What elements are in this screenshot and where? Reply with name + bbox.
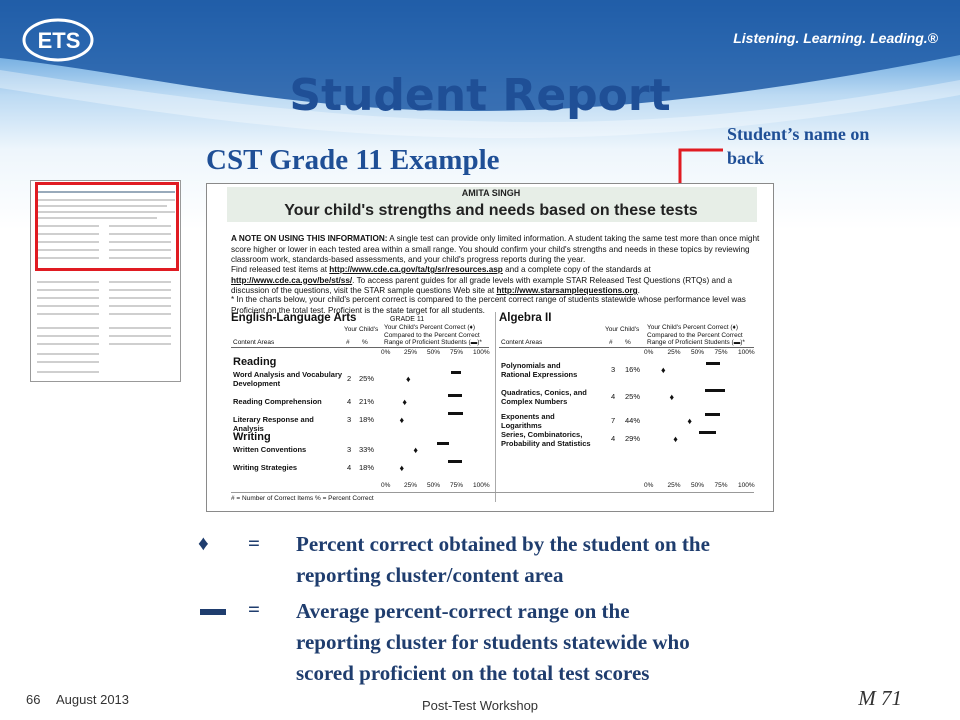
ela-row-num: 2 bbox=[347, 374, 352, 383]
ela-score-diamond: ♦ bbox=[406, 374, 411, 384]
dash-legend-line-3: scored proficient on the total test scores bbox=[296, 661, 650, 685]
dash-equals: = bbox=[248, 597, 260, 621]
ela-group-reading: Reading bbox=[233, 356, 277, 368]
ela-rule bbox=[231, 347, 489, 348]
ela-proficient-range bbox=[448, 412, 464, 415]
alg-your-childs: Your Child's bbox=[605, 326, 640, 333]
ela-score-diamond: ♦ bbox=[399, 415, 405, 425]
ela-proficient-range bbox=[448, 394, 462, 397]
ela-row-pct: 18% bbox=[359, 463, 375, 472]
ela-your-childs: Your Child's bbox=[344, 326, 379, 333]
alg-row-label: Polynomials and Rational Expressions bbox=[501, 361, 578, 379]
ela-row-num: 4 bbox=[347, 397, 352, 406]
report-note: A NOTE ON USING THIS INFORMATION: A single test can provide only limited information. A student taking the same test more than once might score higher or lower in each tested area within a small range. You should confirm your child's strengths and needs in these topics by reviewing classroom work, standards-based assessments, and your child's progress reports during the year. bbox=[231, 234, 760, 264]
alg-tick-3: 75% bbox=[714, 349, 728, 356]
ela-row-num: 3 bbox=[347, 445, 352, 454]
alg-tick-4: 100% bbox=[738, 482, 755, 489]
alg-score-diamond: ♦ bbox=[687, 416, 692, 426]
ela-proficient-range bbox=[448, 460, 462, 463]
ela-tick-0: 0% bbox=[381, 349, 391, 356]
tagline: Listening. Learning. Leading.® bbox=[733, 30, 938, 46]
alg-score-diamond: ♦ bbox=[661, 365, 666, 375]
ela-row-num: 4 bbox=[347, 463, 352, 472]
ela-row-pct: 25% bbox=[359, 374, 375, 383]
alg-row-pct: 44% bbox=[625, 416, 641, 425]
report-note-asterisk: * In the charts below, your child's percent correct is compared to the percent correct range of students statewide whose performance level was Proficient on the total test. Proficient is the state target for all students. bbox=[231, 295, 746, 315]
ela-pct: % bbox=[362, 339, 368, 346]
footer-center: Post-Test Workshop bbox=[421, 698, 539, 713]
link-sample-questions[interactable]: http://www.starsamplequestions.org bbox=[496, 286, 638, 295]
alg-tick-2: 50% bbox=[691, 349, 705, 356]
ela-compare-header: Your Child's Percent Correct (♦) Compared to the Percent Correct Range of Proficient Students (▬)* bbox=[384, 324, 482, 346]
report-note-links: Find released test items at http://www.cde.ca.gov/ta/tg/sr/resources.asp and a complete copy of the standards at http://www.cde.ca.gov/be/st/ss/. To access parent guides for all grade levels with example STAR Released Test Questions (RTQs) and a discussion of the questions, visit the STAR sample questions Web site at http://www.starsamplequestions.org. bbox=[231, 265, 733, 295]
ela-tick-2: 50% bbox=[427, 349, 441, 356]
ela-row-label: Reading Comprehension bbox=[233, 397, 322, 406]
ets-logo-text: ETS bbox=[37, 28, 81, 53]
ela-row-label: Writing Strategies bbox=[233, 463, 298, 472]
callout-text: Student’s name on back bbox=[727, 124, 870, 168]
dash-legend-line-1: Average percent-correct range on the bbox=[296, 599, 630, 623]
alg-tick-0: 0% bbox=[644, 349, 654, 356]
slide-number: 66 bbox=[26, 692, 41, 707]
ela-row-pct: 33% bbox=[359, 445, 375, 454]
ela-grade: GRADE 11 bbox=[390, 316, 425, 323]
ela-hash: # bbox=[346, 339, 350, 346]
link-released-items[interactable]: http://www.cde.ca.gov/ta/tg/sr/resources.asp bbox=[329, 265, 503, 274]
ela-tick-3: 75% bbox=[450, 482, 464, 489]
alg-row-label: Quadratics, Conics, and Complex Numbers bbox=[501, 388, 587, 406]
ets-logo-icon bbox=[22, 18, 96, 62]
alg-proficient-range bbox=[706, 362, 719, 365]
alg-row-label: Series, Combinatorics, Probability and Statistics bbox=[501, 430, 591, 448]
student-name: AMITA SINGH bbox=[461, 188, 521, 198]
ela-score-diamond: ♦ bbox=[413, 445, 418, 455]
thumbnail-highlight-box bbox=[35, 182, 179, 271]
diamond-symbol: ♦ bbox=[198, 531, 209, 555]
alg-row-num: 3 bbox=[611, 365, 616, 374]
column-separator bbox=[495, 312, 496, 502]
alg-title: Algebra II bbox=[499, 312, 552, 324]
alg-proficient-range bbox=[705, 389, 726, 392]
ela-row-label: Word Analysis and Vocabulary Development bbox=[233, 370, 343, 388]
alg-proficient-range bbox=[699, 431, 716, 434]
alg-compare-header: Your Child's Percent Correct (♦) Compared to the Percent Correct Range of Proficient Students (▬)* bbox=[647, 324, 745, 346]
alg-tick-1: 25% bbox=[667, 349, 681, 356]
footer-date: August 2013 bbox=[56, 692, 130, 707]
alg-row-pct: 25% bbox=[625, 392, 641, 401]
alg-row-num: 7 bbox=[611, 416, 616, 425]
diamond-equals: = bbox=[248, 531, 260, 555]
ela-row-pct: 21% bbox=[359, 397, 375, 406]
alg-row-label: Exponents and Logarithms bbox=[501, 412, 555, 430]
ela-row-pct: 18% bbox=[359, 415, 375, 424]
alg-tick-4: 100% bbox=[738, 349, 755, 356]
ela-row-label: Literary Response and Analysis bbox=[233, 415, 314, 433]
alg-score-diamond: ♦ bbox=[673, 434, 678, 444]
ela-title: English-Language Arts bbox=[231, 312, 357, 324]
ela-tick-0: 0% bbox=[381, 482, 391, 489]
ela-row-label: Written Conventions bbox=[233, 445, 307, 454]
diamond-legend-line-2: reporting cluster/content area bbox=[296, 563, 564, 587]
ela-proficient-range bbox=[451, 371, 460, 374]
alg-pct: % bbox=[625, 339, 631, 346]
dash-legend-line-2: reporting cluster for students statewide who bbox=[296, 630, 690, 654]
slide-title: Student Report bbox=[289, 70, 671, 121]
alg-tick-2: 50% bbox=[691, 482, 705, 489]
alg-row-pct: 16% bbox=[625, 365, 641, 374]
module-reference: M 71 bbox=[858, 686, 902, 710]
ela-tick-4: 100% bbox=[473, 482, 490, 489]
ela-tick-3: 75% bbox=[450, 349, 464, 356]
alg-tick-1: 25% bbox=[667, 482, 681, 489]
ela-score-diamond: ♦ bbox=[399, 463, 405, 473]
footer-rule bbox=[231, 492, 754, 493]
link-standards[interactable]: http://www.cde.ca.gov/be/st/ss/ bbox=[231, 275, 353, 285]
alg-row-num: 4 bbox=[611, 434, 616, 443]
alg-score-diamond: ♦ bbox=[669, 392, 675, 402]
report-footer-key: # = Number of Correct Items % = Percent Correct bbox=[231, 495, 374, 502]
ela-group-writing: Writing bbox=[233, 431, 271, 443]
alg-tick-3: 75% bbox=[714, 482, 728, 489]
alg-proficient-range bbox=[705, 413, 721, 416]
report-excerpt bbox=[206, 183, 774, 512]
alg-content-areas: Content Areas bbox=[501, 339, 543, 346]
ela-tick-1: 25% bbox=[404, 349, 418, 356]
alg-row-num: 4 bbox=[611, 392, 616, 401]
alg-hash: # bbox=[609, 339, 613, 346]
ela-row-num: 3 bbox=[347, 415, 352, 424]
slide-subtitle: CST Grade 11 Example bbox=[206, 144, 500, 176]
alg-row-pct: 29% bbox=[625, 434, 641, 443]
ela-tick-4: 100% bbox=[473, 349, 490, 356]
ela-content-areas: Content Areas bbox=[233, 339, 275, 346]
alg-tick-0: 0% bbox=[644, 482, 654, 489]
ela-tick-2: 50% bbox=[427, 482, 441, 489]
alg-rule bbox=[499, 347, 754, 348]
dash-symbol-icon bbox=[200, 609, 226, 615]
ela-tick-1: 25% bbox=[404, 482, 418, 489]
diamond-legend-line-1: Percent correct obtained by the student on the bbox=[296, 532, 710, 556]
report-title: Your child's strengths and needs based on these tests bbox=[284, 202, 698, 219]
ela-score-diamond: ♦ bbox=[402, 397, 407, 407]
ela-proficient-range bbox=[437, 442, 449, 445]
